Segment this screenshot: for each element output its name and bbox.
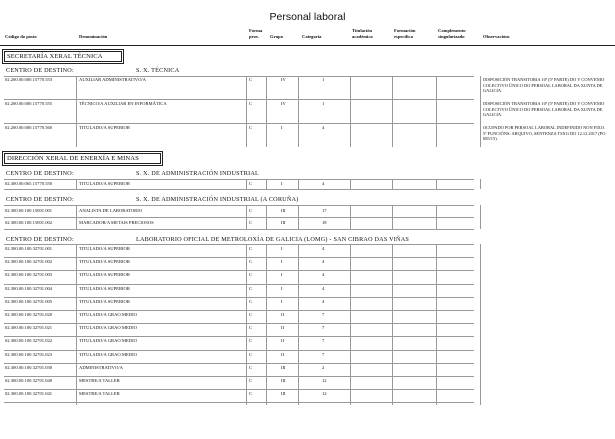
row-code: 02.300.00.100.32701.040 [5, 378, 53, 383]
header-titulacion-1: Titulación [352, 28, 373, 33]
table-header [0, 27, 615, 46]
row-forma: C [249, 338, 253, 344]
row-code: 02.300.00.100.32701.002 [5, 259, 53, 265]
column-separator [350, 205, 351, 229]
row-denominacion: TÉCNICO/A AUXILIAR EN INFORMÁTICA [79, 101, 167, 106]
row-code: 02.300.00.100.32701.021 [5, 325, 53, 331]
centro-name: S. X. DE ADMINISTRACIÓN INDUSTRIAL (A CORUÑA) [136, 196, 299, 203]
column-separator [298, 205, 299, 229]
row-forma: C [249, 101, 253, 106]
row-separator [4, 123, 474, 124]
row-separator [4, 376, 474, 377]
column-separator [480, 244, 481, 405]
row-separator [4, 363, 474, 364]
row-categoria: 4 [322, 272, 325, 278]
row-code: 02.300.00.100.32701.023 [5, 351, 53, 357]
row-grupo: III [281, 220, 286, 225]
header-formacion-1: Formación [394, 28, 416, 33]
row-categoria: 7 [322, 312, 325, 317]
header-denominacion: Denominación [79, 34, 108, 39]
row-grupo: I [281, 125, 283, 130]
header-forma-2: prov. [249, 34, 259, 39]
row-grupo: II [281, 338, 285, 344]
row-forma: C [249, 259, 253, 265]
row-forma: C [249, 312, 253, 317]
centro-name: S. X. DE ADMINISTRACIÓN INDUSTRIAL [136, 170, 259, 177]
row-categoria: 4 [322, 298, 325, 304]
header-complemento-1: Complemento [438, 28, 466, 33]
row-grupo: III [281, 364, 286, 370]
row-categoria: 4 [322, 285, 325, 291]
row-categoria: 4 [322, 181, 325, 186]
header-complemento-2: singularizado [438, 34, 465, 39]
column-separator [76, 76, 77, 147]
centro-label: CENTRO DE DESTINO: [6, 170, 74, 177]
row-separator [4, 229, 474, 230]
row-denominacion: TITULADO/A SUPERIOR [79, 298, 130, 304]
column-separator [392, 179, 393, 189]
row-forma: C [249, 125, 253, 130]
row-code: 02.200.00.000.15770.555 [5, 101, 53, 106]
row-separator [4, 284, 474, 285]
row-separator [4, 99, 474, 100]
row-denominacion: TITULADO/A GRAO MEDIO [79, 351, 137, 357]
column-separator [76, 244, 77, 405]
row-categoria: 1 [322, 77, 325, 82]
row-code: 02.300.00.100.32701.003 [5, 272, 53, 278]
row-grupo: I [281, 298, 283, 304]
row-denominacion: TITULADO/A SUPERIOR [79, 181, 130, 186]
row-grupo: I [281, 246, 283, 251]
row-forma: C [249, 208, 253, 213]
row-denominacion: TITULADO/A GRAO MEDIO [79, 338, 137, 344]
row-forma: C [249, 325, 253, 331]
column-separator [298, 179, 299, 189]
row-forma: C [249, 220, 253, 225]
row-forma: C [249, 364, 253, 370]
row-separator [4, 297, 474, 298]
row-grupo: I [281, 181, 283, 186]
column-separator [436, 76, 437, 147]
column-separator [392, 244, 393, 405]
row-denominacion: MESTRE/A TALLER [79, 378, 120, 383]
column-separator [350, 76, 351, 147]
row-separator [4, 350, 474, 351]
row-separator [4, 217, 474, 218]
row-categoria: 7 [322, 325, 325, 331]
row-code: 02.300.00.100.32701.041 [5, 391, 53, 397]
row-grupo: I [281, 259, 283, 265]
row-categoria: 4 [322, 125, 325, 130]
row-code: 02.300.00.100.15001.002 [5, 220, 53, 225]
column-separator [266, 179, 267, 189]
row-forma: C [249, 298, 253, 304]
row-categoria: 4 [322, 246, 325, 251]
row-separator [4, 389, 474, 390]
header-codigo: Código do posto [5, 34, 37, 39]
column-separator [480, 205, 481, 229]
column-separator [76, 179, 77, 189]
row-grupo: III [281, 378, 286, 383]
row-denominacion: TITULADO/A GRAO MEDIO [79, 325, 137, 331]
row-separator [4, 257, 474, 258]
row-categoria: 1 [322, 101, 325, 106]
row-categoria: 7 [322, 351, 325, 357]
centro-label: CENTRO DE DESTINO: [6, 196, 74, 203]
column-separator [266, 205, 267, 229]
row-separator [4, 76, 474, 77]
column-separator [266, 244, 267, 405]
row-grupo: III [281, 391, 286, 397]
header-forma-1: Forma [249, 28, 263, 33]
row-code: 02.300.00.100.32701.001 [5, 246, 53, 251]
page-title: Personal laboral [269, 11, 346, 23]
centro-label: CENTRO DE DESTINO: [6, 67, 74, 74]
column-separator [392, 76, 393, 147]
column-separator [436, 244, 437, 405]
row-categoria: 7 [322, 338, 325, 344]
row-forma: C [249, 351, 253, 357]
row-code: 02.300.00.100.15001.001 [5, 208, 53, 213]
row-observacions: DISPOSICIÓN TRANSITORIA 10ª (5ª PARTE) DO V CONVENIO COLECTIVO ÚNICO DO PERSOAL LABORAL DA XUNTA DE GALICIA. [483, 101, 605, 118]
section-heading: SECRETARÍA XERAL TÉCNICA [4, 51, 122, 62]
row-denominacion: TITULADO/A SUPERIOR [79, 125, 130, 130]
row-separator [4, 205, 474, 206]
row-grupo: II [281, 312, 285, 317]
row-code: 02.300.00.100.32701.005 [5, 298, 53, 304]
row-code: 02.200.00.000.15770.553 [5, 77, 53, 82]
row-categoria: 17 [322, 208, 327, 213]
row-denominacion: AUXILIAR ADMINISTRATIVO/A [79, 77, 146, 82]
row-denominacion: TITULADO/A SUPERIOR [79, 272, 130, 278]
row-grupo: I [281, 272, 283, 278]
row-grupo: IV [281, 77, 286, 82]
row-grupo: III [281, 208, 286, 213]
row-grupo: II [281, 325, 285, 331]
row-code: 02.300.00.100.32701.004 [5, 285, 53, 291]
row-separator [4, 336, 474, 337]
column-separator [246, 76, 247, 147]
row-separator [4, 189, 474, 190]
header-observacions: Observacións [483, 34, 510, 39]
column-separator [266, 76, 267, 147]
row-grupo: IV [281, 101, 286, 106]
row-denominacion: TITULADO/A GRAO MEDIO [79, 312, 137, 317]
row-separator [4, 323, 474, 324]
row-forma: C [249, 181, 253, 186]
row-forma: C [249, 246, 253, 251]
column-separator [350, 179, 351, 189]
row-denominacion: MESTRE/A TALLER [79, 391, 120, 397]
row-grupo: I [281, 285, 283, 291]
row-code: 02.300.00.100.32701.022 [5, 338, 53, 344]
row-separator [4, 270, 474, 271]
row-denominacion: TITULADO/A SUPERIOR [79, 259, 130, 265]
row-categoria: 12 [322, 378, 327, 383]
column-separator [392, 205, 393, 229]
column-separator [246, 205, 247, 229]
header-titulacion-2: académica [352, 34, 373, 39]
header-grupo: Grupo [270, 34, 284, 39]
row-categoria: 4 [322, 259, 325, 265]
centro-name: S. X. TÉCNICA [136, 67, 180, 74]
row-categoria: 12 [322, 391, 327, 397]
column-separator [76, 205, 77, 229]
centro-label: CENTRO DE DESTINO: [6, 236, 74, 243]
row-forma: C [249, 391, 253, 397]
row-denominacion: ADMINISTRATIVO/A [79, 364, 123, 370]
column-separator [436, 205, 437, 229]
row-grupo: II [281, 351, 285, 357]
section-heading: DIRECCIÓN XERAL DE ENERXÍA E MINAS [4, 153, 161, 164]
row-code: 02.300.00.100.32701.020 [5, 312, 53, 317]
column-separator [298, 244, 299, 405]
column-separator [298, 76, 299, 147]
row-denominacion: TITULADO/A SUPERIOR [79, 246, 130, 251]
column-separator [246, 244, 247, 405]
row-observacions: OCUPADO POR PERSOAL LABORAL INDEFINIDO NON FIXO. 5ª FUNCIÓNS: ARQUIVO, SENTENZA TSXG DO 12.12.2017 (PO 685/15). [483, 125, 606, 142]
centro-name: LABORATORIO OFICIAL DE METROLOXÍA DE GALICIA (LOMG) - SAN CIBRAO DAS VIÑAS [136, 236, 410, 243]
row-separator [4, 179, 474, 180]
row-forma: C [249, 285, 253, 291]
row-forma: C [249, 378, 253, 383]
column-separator [246, 179, 247, 189]
row-forma: C [249, 77, 253, 82]
row-separator [4, 402, 474, 403]
row-code: 02.300.00.065.15770.550 [5, 181, 53, 186]
row-denominacion: MARCADOR/A METAIS PRECIOSOS [79, 220, 154, 225]
row-code: 02.300.00.100.32701.030 [5, 364, 53, 370]
header-formacion-2: específica [394, 34, 413, 39]
column-separator [350, 244, 351, 405]
row-denominacion: ANALISTA DE LABORATORIO [79, 208, 143, 213]
row-categoria: 2 [322, 364, 325, 370]
column-separator [436, 179, 437, 189]
column-separator [480, 76, 481, 147]
header-categoria: Categoría [302, 34, 322, 39]
row-categoria: 18 [322, 220, 327, 225]
row-observacions: DISPOSICIÓN TRANSITORIA 10ª (5ª PARTE) DO V CONVENIO COLECTIVO ÚNICO DO PERSOAL LABORAL DA XUNTA DE GALICIA. [483, 77, 605, 94]
row-separator [4, 244, 474, 245]
row-denominacion: TITULADO/A SUPERIOR [79, 285, 130, 291]
row-separator [4, 310, 474, 311]
row-forma: C [249, 272, 253, 278]
row-code: 02.200.00.000.15770.560 [5, 125, 53, 130]
column-separator [480, 179, 481, 189]
